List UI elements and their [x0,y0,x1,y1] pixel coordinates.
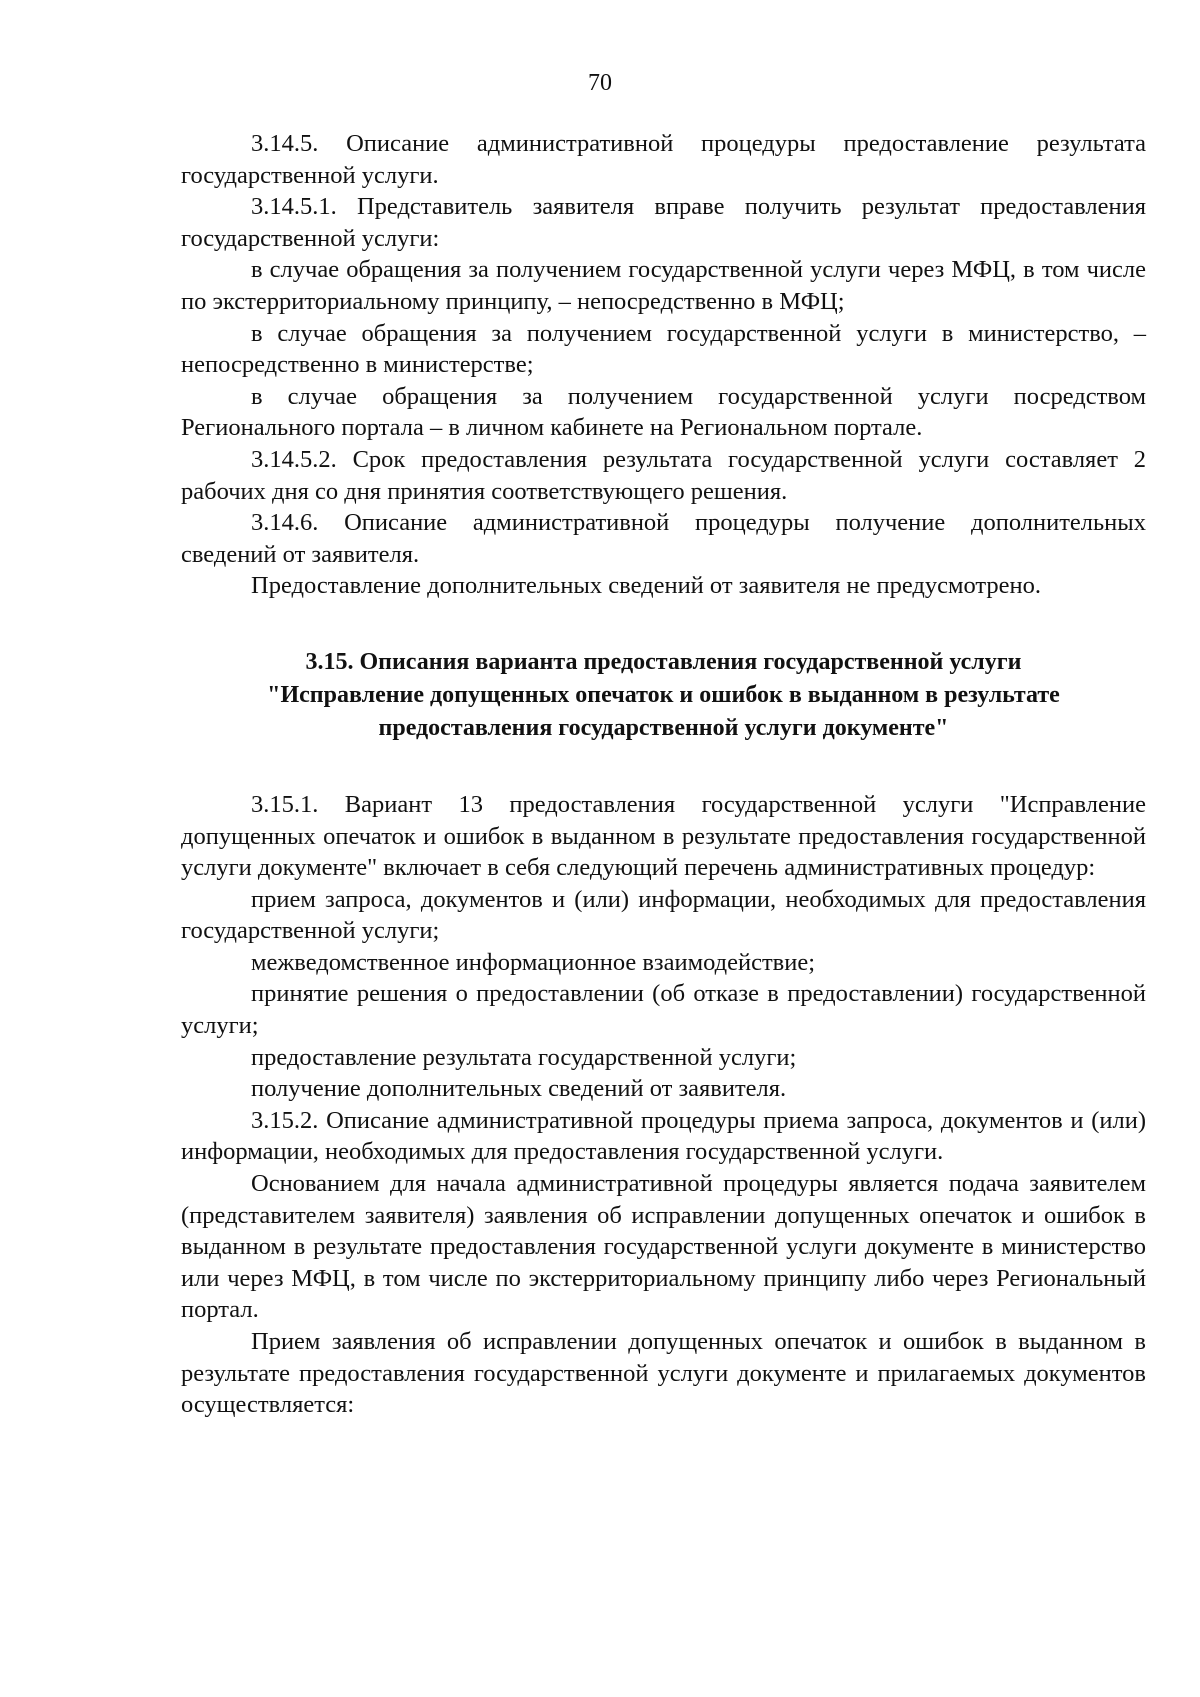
paragraph-3-14-6: 3.14.6. Описание административной процедуры получение дополнительных сведений от заявителя. [181,509,1146,568]
section-heading-3-15 [181,646,1146,745]
paragraph-3-15-1: 3.15.1. Вариант 13 предоставления государственной услуги "Исправление допущенных опечаток и ошибок в выданном в результате предоставления государственной услуги документе" включает в себя следующий перечень административных процедур: [181,790,1146,882]
list-item-procedure: принятие решения о предоставлении (об отказе в предоставлении) государственной услуги; [181,980,1146,1040]
list-item-procedure: межведомственное информационное взаимодействие; [251,948,816,976]
paragraph-3-14-5-2: 3.14.5.2. Срок предоставления результата государственной услуги составляет 2 рабочих дня со дня принятия соответствующего решения. [181,445,1146,505]
heading-line: 3.15. Описания варианта предоставления государственной услуги [305,648,1022,675]
paragraph-portal-case: в случае обращения за получением государственной услуги посредством Регионального портала – в личном кабинете на Региональном портале. [181,382,1146,442]
list-item-procedure: получение дополнительных сведений от заявителя. [251,1075,787,1103]
paragraph-3-14-5: 3.14.5. Описание административной процедуры предоставление результата государственной услуги. [181,130,1146,189]
paragraph-3-14-5-1: 3.14.5.1. Представитель заявителя вправе получить результат предоставления государственной услуги: [181,193,1146,252]
paragraph-no-additional-info: Предоставление дополнительных сведений от заявителя не предусмотрено. [251,572,1042,600]
paragraph-3-15-2: 3.15.2. Описание административной процедуры приема запроса, документов и (или) информации, необходимых для предоставления государственной услуги. [181,1106,1146,1166]
paragraph-ministry-case: в случае обращения за получением государственной услуги в министерство, – непосредственно в министерстве; [181,319,1146,379]
list-item-procedure: прием запроса, документов и (или) информации, необходимых для предоставления государственной услуги; [181,885,1146,945]
document-body [181,128,1146,1421]
heading-line: "Исправление допущенных опечаток и ошибок в выданном в результате [267,681,1060,708]
paragraph-basis: Основанием для начала административной процедуры является подача заявителем (представителем заявителя) заявления об исправлении допущенных опечаток и ошибок в выданном в результате предоставления государственной услуги документе в министерство или через МФЦ, в том числе по экстерриториальному принципу либо через Региональный портал. [181,1170,1146,1324]
page-number: 70 [588,70,612,96]
heading-line: предоставления государственной услуги документе" [378,714,949,741]
list-item-procedure: предоставление результата государственной услуги; [251,1043,797,1071]
paragraph-mfc-case: в случае обращения за получением государственной услуги через МФЦ, в том числе по экстерриториальному принципу, – непосредственно в МФЦ; [181,256,1146,315]
paragraph-reception: Прием заявления об исправлении допущенных опечаток и ошибок в выданном в результате предоставления государственной услуги документе и прилагаемых документов осуществляется: [181,1328,1146,1419]
